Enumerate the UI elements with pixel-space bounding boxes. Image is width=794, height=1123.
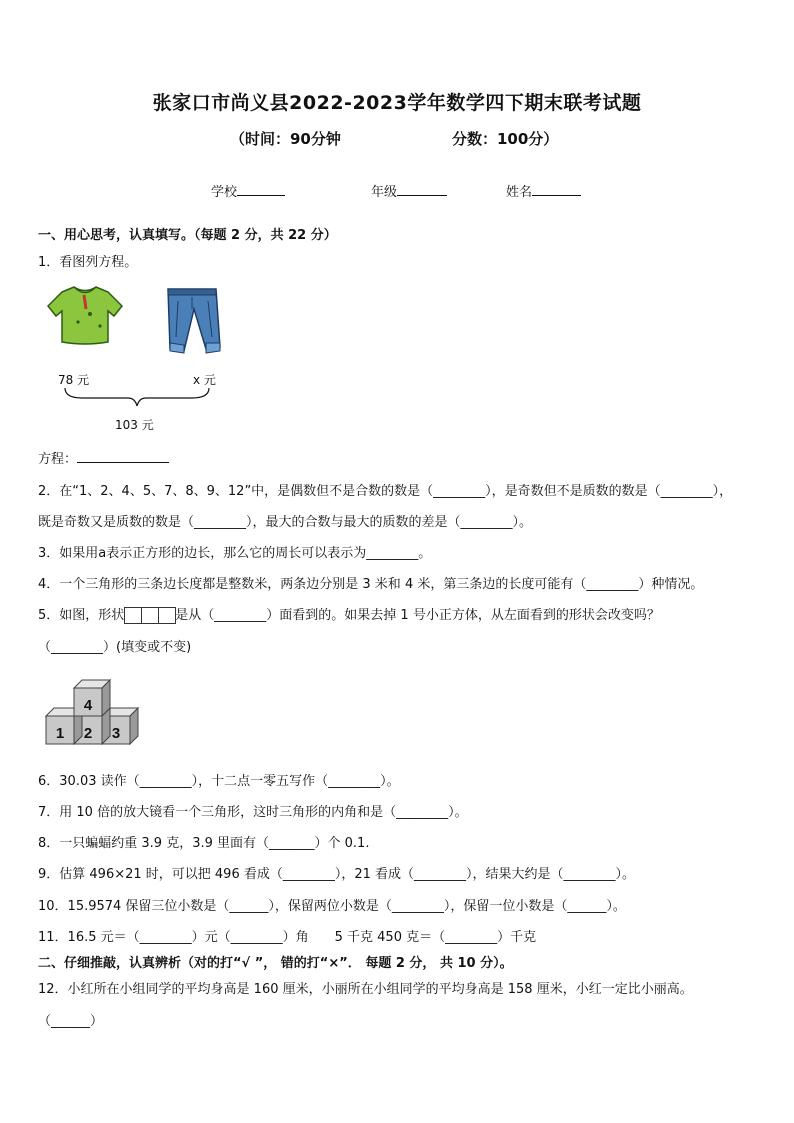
question-1: 1．看图列方程。 xyxy=(38,255,138,270)
question-4: 4．一个三角形的三条边长度都是整数米，两条边分别是 3 米和 4 米，第三条边的长度可能有（________）种情况。 xyxy=(38,577,704,592)
question-12-line-1: 12．小红所在小组同学的平均身高是 160 厘米，小丽所在小组同学的平均身高是 158 厘米，小红一定比小丽高。 xyxy=(38,982,693,997)
question-6: 6．30.03 读作（________），十二点一零五写作（________）。 xyxy=(38,774,400,789)
question-2-line-2: 既是奇数又是质数的数是（________），最大的合数与最大的质数的差是（________）。 xyxy=(38,515,533,530)
pants-price: x 元 xyxy=(193,373,216,387)
shirt-icon xyxy=(44,284,126,348)
name-blank[interactable] xyxy=(532,182,581,196)
exam-score: 分数：100分） xyxy=(452,130,559,148)
cube-label-4: 4 xyxy=(83,697,93,714)
shirt-price: 78 元 xyxy=(58,373,90,387)
equation-field xyxy=(38,448,169,467)
question-2-line-1: 2．在“1、2、4、5、7、8、9、12”中，是偶数但不是合数的数是（________），是奇数但不是质数的数是（________）， xyxy=(38,484,733,499)
front-view-shape xyxy=(124,608,175,623)
equation-label: 方程： xyxy=(38,452,78,467)
cube-label-3: 3 xyxy=(111,725,121,742)
grade-label: 年级 xyxy=(371,185,398,200)
pants-icon xyxy=(162,287,224,359)
grade-field xyxy=(371,181,447,200)
school-blank[interactable] xyxy=(237,182,285,196)
name-field xyxy=(506,181,581,200)
equation-blank[interactable] xyxy=(77,449,169,463)
cube-label-1: 1 xyxy=(55,725,65,742)
cube-stack-figure xyxy=(42,676,148,752)
school-label: 学校 xyxy=(211,185,238,200)
question-9: 9．估算 496×21 时，可以把 496 看成（________），21 看成（________），结果大约是（________）。 xyxy=(38,867,636,882)
question-5-line-2: （________）(填变或不变) xyxy=(38,640,192,655)
question-10: 10．15.9574 保留三位小数是（______），保留两位小数是（________），保留一位小数是（______）。 xyxy=(38,899,626,914)
question-12-line-2: （______） xyxy=(38,1014,104,1029)
name-label: 姓名 xyxy=(506,185,533,200)
question-5-prefix: 5．如图，形状 xyxy=(38,608,125,623)
question-7: 7．用 10 倍的放大镜看一个三角形，这时三角形的内角和是（________）。 xyxy=(38,805,468,820)
question-8: 8．一只蝙蝠约重 3.9 克，3.9 里面有（_______）个 0.1. xyxy=(38,836,370,851)
page-title: 张家口市尚义县2022-2023学年数学四下期末联考试题 xyxy=(152,92,642,114)
total-price: 103 元 xyxy=(115,418,154,432)
grade-blank[interactable] xyxy=(397,182,447,196)
section-heading-2: 二、仔细推敲，认真辨析（对的打“√ ”， 错的打“×”． 每题 2 分， 共 10 分）。 xyxy=(38,956,513,971)
section-heading-1: 一、用心思考，认真填写。（每题 2 分，共 22 分） xyxy=(38,228,337,243)
question-5-suffix: 是从（________）面看到的。如果去掉 1 号小正方体，从左面看到的形状会改变吗？ xyxy=(175,608,660,623)
school-field xyxy=(211,181,285,200)
question-3: 3．如果用a表示正方形的边长，那么它的周长可以表示为________。 xyxy=(38,546,432,561)
exam-time: （时间：90分钟 xyxy=(230,130,341,148)
cube-label-2: 2 xyxy=(83,725,93,742)
question-5-line-1 xyxy=(38,604,660,624)
question-11: 11．16.5 元＝（________）元（________）角 5 千克 450 克＝（________）千克 xyxy=(38,930,537,945)
total-brace xyxy=(62,386,212,410)
